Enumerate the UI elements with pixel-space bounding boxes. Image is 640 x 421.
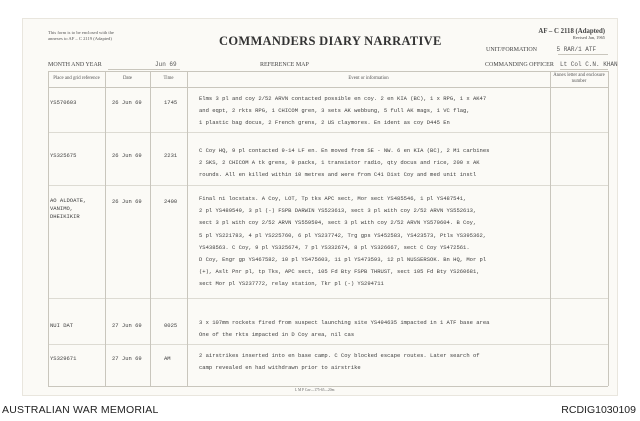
- form-number: AF – C 2118 (Adapted): [538, 28, 605, 35]
- entry-date: 26 Jun 69: [112, 198, 142, 205]
- column-header-time: Time: [163, 76, 174, 81]
- entry-place: NUI DAT: [50, 322, 74, 329]
- entry-place: AO ALDOATE, VANIMO, DHEIKIKIR: [50, 197, 87, 220]
- event-line: Final ni locstats. A Coy, LOT, Tp tks APC sect, Mor sect YS485546, 1 pl YS487541,: [199, 195, 467, 202]
- event-line: One of the rkts impacted in D Coy area, nil cas: [199, 331, 355, 339]
- event-line: 2 pl YS489549, 3 pl (-) FSPB DARWIN YS523613, sect 3 pl with coy 2/52 ARVN YS552613,: [199, 207, 477, 215]
- event-line: sect 3 pl with coy 2/52 ARVN YS559594, sect 3 pl with coy 2/52 ARVN YS570604. B Coy,: [199, 219, 477, 227]
- entry-event: [199, 317, 489, 341]
- event-line: 2 SKS, 2 CHICOM A tk grens, 9 packs, 1 transistor radio, qty docus and rice, 200 x AK: [199, 159, 480, 167]
- entry-place: YS325675: [50, 152, 77, 159]
- entry-time: 2400: [164, 198, 178, 205]
- entry-date: 27 Jun 69: [112, 355, 142, 362]
- print-stamp: L M P Cav—175-65—20m: [295, 388, 335, 392]
- event-line: rounds. All en killed within 10 metres and were from C41 Dist Coy and med unit instl: [199, 171, 477, 179]
- archive-caption: AUSTRALIAN WAR MEMORIAL: [2, 404, 159, 416]
- table-header-rule: [48, 87, 608, 88]
- event-line: camp revealed en had withdrawn prior to airstrike: [199, 364, 361, 372]
- entry-time: AM: [164, 355, 171, 362]
- column-header-event: Event or information: [348, 76, 389, 81]
- unit-value: 5 RAR/1 ATF: [556, 46, 597, 53]
- month-year-value: Jun 69: [155, 61, 177, 68]
- diary-sheet: [22, 18, 618, 396]
- commanding-officer-value: Lt Col C.N. KHAN: [560, 61, 618, 68]
- event-line: (+), Aslt Pnr pl, tp Tks, APC sect, 105 Fd Bty FSPB THRUST, sect 105 Fd Bty YS260681,: [199, 268, 480, 276]
- page-title: COMMANDERS DIARY NARRATIVE: [219, 34, 442, 48]
- column-header-place: Place and grid reference: [53, 76, 100, 81]
- event-line: 5 pl YS221783, 4 pl YS225760, 6 pl YS237742, Trg gps YS452583, YS423573, Ptls YS395362,: [199, 231, 487, 239]
- entry-date: 26 Jun 69: [112, 99, 142, 106]
- entry-time: 1745: [164, 99, 178, 106]
- form-revised: Revised Jan, 1965: [572, 35, 605, 40]
- enclosure-notice: [48, 30, 114, 42]
- entry-time: 0025: [164, 322, 178, 329]
- event-line: Elms 3 pl and coy 2/52 ARVN contacted possible en coy. 2 en KIA (BC), 1 x RPG, 1 x AK47: [199, 95, 487, 102]
- notice-line-1: This form is to be enclosed with the: [48, 30, 114, 35]
- unit-formation: [486, 46, 596, 53]
- entry-event: [199, 93, 486, 130]
- event-line: C Coy HQ, 9 pl contacted 9-14 LF en. En moved from SE - NW. 6 en KIA (BC), 2 M1 carbines: [199, 147, 490, 154]
- event-line: 2 airstrikes inserted into en base camp. C Coy blocked escape routes. Later search of: [199, 352, 480, 359]
- entry-date: 26 Jun 69: [112, 152, 142, 159]
- column-header-date: Date: [122, 76, 133, 81]
- entry-place: YS570603: [50, 99, 77, 106]
- event-line: YS438563. C Coy, 9 pl YS325674, 7 pl YS332674, 8 pl YS326667, sect C Coy YS472561.: [199, 243, 470, 251]
- column-header-annex: Annex letter and enclosure number: [553, 73, 605, 84]
- entry-place: YS329671: [50, 355, 77, 362]
- entry-time: 2231: [164, 152, 178, 159]
- entry-event: [199, 350, 480, 374]
- header-row: [48, 61, 618, 71]
- month-year-label: MONTH AND YEAR: [48, 62, 102, 68]
- entry-date: 27 Jun 69: [112, 322, 142, 329]
- notice-line-2: annexes to AF – C 2119 (Adapted): [48, 36, 112, 41]
- event-line: D Coy, Engr gp YS467582, 10 pl YS475603, 11 pl YS473593, 12 pl NUSSERSOK. Bn HQ, Mor pl: [199, 256, 487, 264]
- entry-event: [199, 145, 489, 182]
- unit-label: UNIT/FORMATION: [486, 47, 537, 53]
- event-line: and eqpt, 2 rkts RPG, 1 CHICOM gren, 3 sets AK webbung, 5 full AK mags, 1 VC flag,: [199, 107, 470, 115]
- entry-event: [199, 193, 486, 291]
- event-line: sect Mor pl YS237772, relay station, Tkr pl (-) YS294711: [199, 280, 384, 288]
- reference-map-label: REFERENCE MAP: [260, 62, 309, 68]
- event-line: 1 plastic bag docus, 2 French grens, 2 US claymores. En ident as coy D445 En: [199, 119, 450, 127]
- commanding-officer-label: COMMANDING OFFICER: [485, 62, 554, 68]
- event-line: 3 x 107mm rockets fired from suspect launching site YS494635 impacted in 1 ATF base area: [199, 319, 490, 326]
- form-number-block: [538, 28, 605, 40]
- archive-reference: RCDIG1030109: [561, 404, 636, 416]
